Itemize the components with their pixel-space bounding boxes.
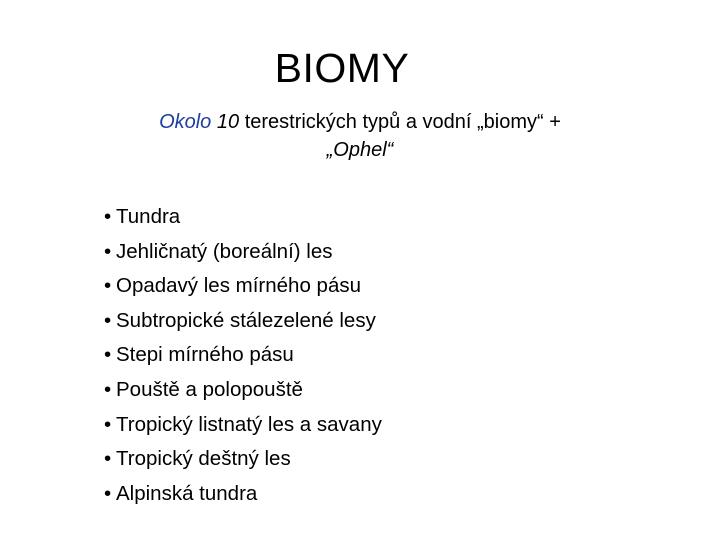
list-item — [104, 442, 382, 477]
bullet-icon: • — [104, 481, 112, 505]
bullet-icon: • — [104, 274, 112, 298]
list-item — [104, 269, 382, 304]
biome-list — [104, 200, 382, 511]
bullet-icon: • — [104, 343, 112, 367]
list-item-label: Tundra — [116, 205, 181, 228]
list-item-label: Pouště a polopouště — [116, 377, 303, 401]
bullet-icon: • — [104, 377, 112, 401]
subtitle-okolo: Okolo — [159, 111, 212, 133]
list-item — [104, 477, 382, 512]
list-item — [104, 304, 382, 339]
slide-title: BIOMY — [274, 45, 410, 91]
subtitle-ophel: „Ophel“ — [326, 139, 394, 161]
list-item — [104, 338, 382, 373]
list-item — [104, 200, 382, 235]
bullet-icon: • — [104, 447, 112, 471]
list-item — [104, 235, 382, 270]
list-item-label: Tropický deštný les — [116, 447, 291, 471]
list-item-label: Subtropické stálezelené lesy — [116, 308, 376, 332]
bullet-icon: • — [104, 412, 112, 436]
slide-subtitle — [110, 108, 610, 164]
bullet-icon: • — [104, 205, 112, 228]
list-item-label: Jehličnatý (boreální) les — [116, 239, 333, 263]
bullet-icon: • — [104, 239, 112, 263]
list-item — [104, 408, 382, 443]
list-item-label: Stepi mírného pásu — [116, 343, 294, 367]
list-item — [104, 373, 382, 408]
list-item-label: Tropický listnatý les a savany — [116, 412, 382, 436]
subtitle-middle: terestrických typů a vodní „biomy“ + — [244, 111, 561, 133]
subtitle-number: 10 — [216, 111, 240, 133]
list-item-label: Alpinská tundra — [116, 481, 258, 505]
bullet-icon: • — [104, 308, 112, 332]
list-item-label: Opadavý les mírného pásu — [116, 274, 361, 298]
